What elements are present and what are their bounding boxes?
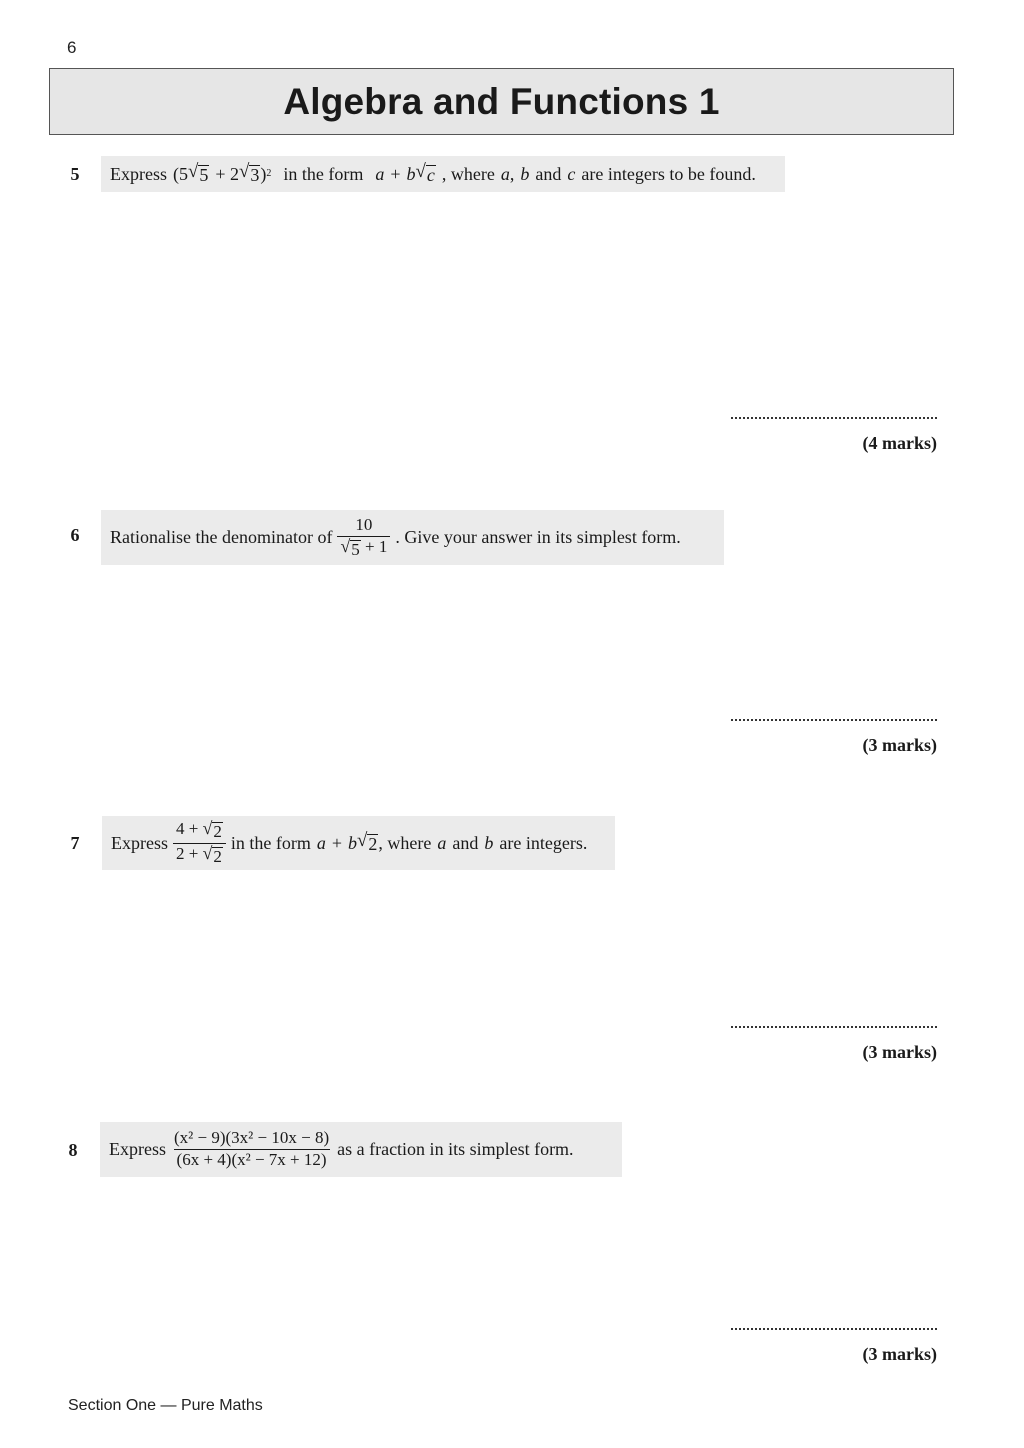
q7-in-the-form: in the form — [230, 832, 311, 853]
q6-radicand: 5 — [351, 539, 360, 559]
q7-num-radicand: 2 — [213, 821, 222, 841]
q8-numerator: (x² − 9)(3x² − 10x − 8) — [174, 1128, 330, 1148]
q7-where: , where — [378, 832, 432, 853]
q5-form-b: b — [406, 163, 416, 184]
q8-tail: as a fraction in its simplest form. — [337, 1139, 574, 1159]
question-5-number: 5 — [70, 164, 80, 184]
q5-where: , where — [441, 163, 495, 184]
q6-den-tail: + 1 — [365, 536, 388, 556]
q7-form-plus: + — [331, 832, 343, 853]
question-8-box — [100, 1122, 622, 1177]
q5-radical-2: √ 3 — [239, 160, 260, 185]
question-7-number: 7 — [70, 833, 80, 853]
q5-comma: , — [509, 163, 515, 184]
q5-var-b: b — [520, 163, 530, 184]
q7-var-b: b — [484, 832, 494, 853]
answer-line-5[interactable] — [731, 417, 937, 419]
q6-denominator — [337, 536, 390, 560]
q5-form-c: c — [426, 164, 435, 185]
q7-var-a: a — [437, 832, 447, 853]
q7-form-radical: √ 2 — [357, 829, 378, 854]
q5-paren-open: (5 — [173, 163, 188, 184]
answer-line-6[interactable] — [731, 719, 937, 721]
q6-numerator: 10 — [355, 514, 373, 534]
question-5-express: Express — [110, 163, 167, 184]
q5-var-a: a — [500, 163, 510, 184]
question-8-number: 8 — [68, 1140, 78, 1160]
q5-var-c: c — [567, 163, 576, 184]
question-7-box — [102, 816, 615, 870]
title-banner — [49, 68, 954, 135]
q5-radical-1: √ 5 — [188, 160, 209, 185]
q7-den-lead: 2 + — [176, 843, 199, 863]
q7-form-b: b — [348, 832, 358, 853]
q5-tail: are integers to be found. — [581, 163, 756, 184]
q7-express: Express — [111, 832, 168, 853]
q7-form-radicand: 2 — [368, 833, 378, 854]
question-5-box: Express (5 √ 5 + 2 √ 3 ) 2 in the form a + b √ c , where a , b and c are integers to be found. — [101, 156, 785, 192]
question-7-marks: (3 marks) — [862, 1042, 937, 1062]
q7-and: and — [452, 832, 479, 853]
question-6-box — [101, 510, 724, 565]
question-5-marks: (4 marks) — [862, 433, 937, 453]
q7-fraction — [173, 817, 226, 866]
q5-form-plus: + — [390, 163, 401, 184]
q7-numerator — [173, 817, 226, 843]
question-8-marks: (3 marks) — [862, 1344, 937, 1364]
question-6-marks: (3 marks) — [862, 735, 937, 755]
q5-plus-two: + 2 — [215, 163, 240, 184]
q5-form-a: a — [375, 163, 385, 184]
answer-line-8[interactable] — [731, 1328, 937, 1330]
q5-radicand-2: 3 — [250, 164, 260, 185]
page-number: 6 — [67, 38, 77, 57]
q7-den-radical: √ 2 — [202, 842, 222, 866]
q8-denominator: (6x + 4)(x² − 7x + 12) — [174, 1149, 330, 1170]
answer-line-7[interactable] — [731, 1026, 937, 1028]
q6-tail: . Give your answer in its simplest form. — [395, 527, 681, 547]
q6-lead: Rationalise the denominator of — [110, 527, 333, 547]
q8-express: Express — [109, 1139, 166, 1159]
q7-den-radicand: 2 — [213, 846, 222, 866]
q5-form-radical: √ c — [415, 160, 435, 185]
q5-radicand-1: 5 — [199, 164, 209, 185]
question-6-number: 6 — [70, 525, 80, 545]
q6-fraction — [337, 516, 390, 559]
page-title: Algebra and Functions 1 — [283, 80, 720, 122]
q5-in-the-form: in the form — [283, 163, 364, 184]
q6-radical: √ 5 — [340, 535, 360, 559]
q5-paren-close: ) — [260, 163, 267, 184]
q7-tail: are integers. — [499, 832, 588, 853]
q7-num-lead: 4 + — [176, 818, 199, 838]
q7-num-radical: √ 2 — [202, 817, 222, 841]
q5-and: and — [535, 163, 562, 184]
q8-fraction — [171, 1129, 332, 1169]
q7-form-a: a — [316, 832, 326, 853]
q7-denominator — [173, 843, 226, 867]
section-footer: Section One — Pure Maths — [68, 1397, 263, 1414]
